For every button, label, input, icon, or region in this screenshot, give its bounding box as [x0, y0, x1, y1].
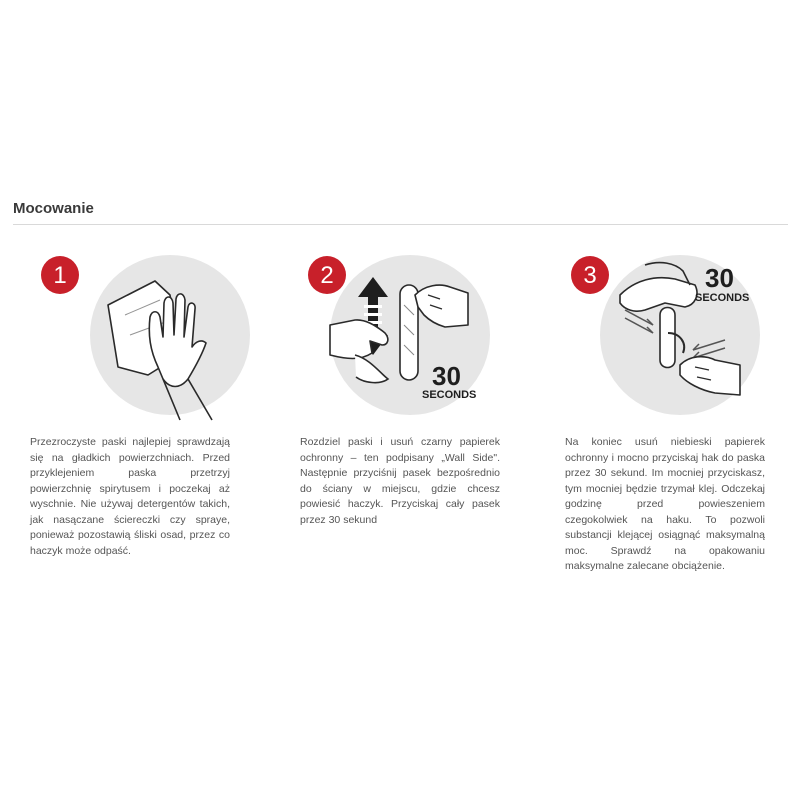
press-hook-icon — [565, 255, 800, 425]
hand-wiping-icon — [30, 255, 270, 425]
step-description: Na koniec usuń niebieski papierek ochronny i mocno przyciskaj hak do paska przez 30 sekund. Im mocniej przyciskasz, tym mocniej będzie trzymał klej. Odczekaj godzinę przed powieszeniem czegokolwiek na haku. To pozwoli substancji klejącej osiągnąć maksymalną moc. Sprawdź na opakowaniu maksymalne zalecane obciążenie. — [565, 436, 765, 572]
seconds-number: 30 — [705, 263, 734, 293]
seconds-label: SECONDS — [695, 292, 750, 304]
step-description: Przezroczyste paski najlepiej sprawdzają się na gładkich powierzchniach. Przed przyklejeniem paska przetrzyj powierzchnię spirytusem i poczekaj aż wyschnie. Nie używaj detergentów takich, jak nasączane ściereczki czy spraye, ponieważ pozostawią śliski osad, przez co haczyk może odpaść. — [30, 436, 230, 557]
step-number: 2 — [320, 262, 334, 289]
page-title: Mocowanie — [13, 200, 94, 217]
step-number: 1 — [53, 262, 67, 289]
seconds-number: 30 — [432, 361, 461, 391]
step-number: 3 — [583, 262, 597, 289]
peel-strip-icon — [300, 255, 540, 425]
step-description: Rozdziel paski i usuń czarny papierek ochronny – ten podpisany „Wall Side". Następnie przyciśnij pasek bezpośrednio do ściany w miejscu, gdzie chcesz powiesić haczyk. Przyciskaj cały pasek przez 30 sekund — [300, 436, 500, 526]
seconds-label: SECONDS — [422, 389, 477, 401]
title-divider — [13, 224, 788, 225]
